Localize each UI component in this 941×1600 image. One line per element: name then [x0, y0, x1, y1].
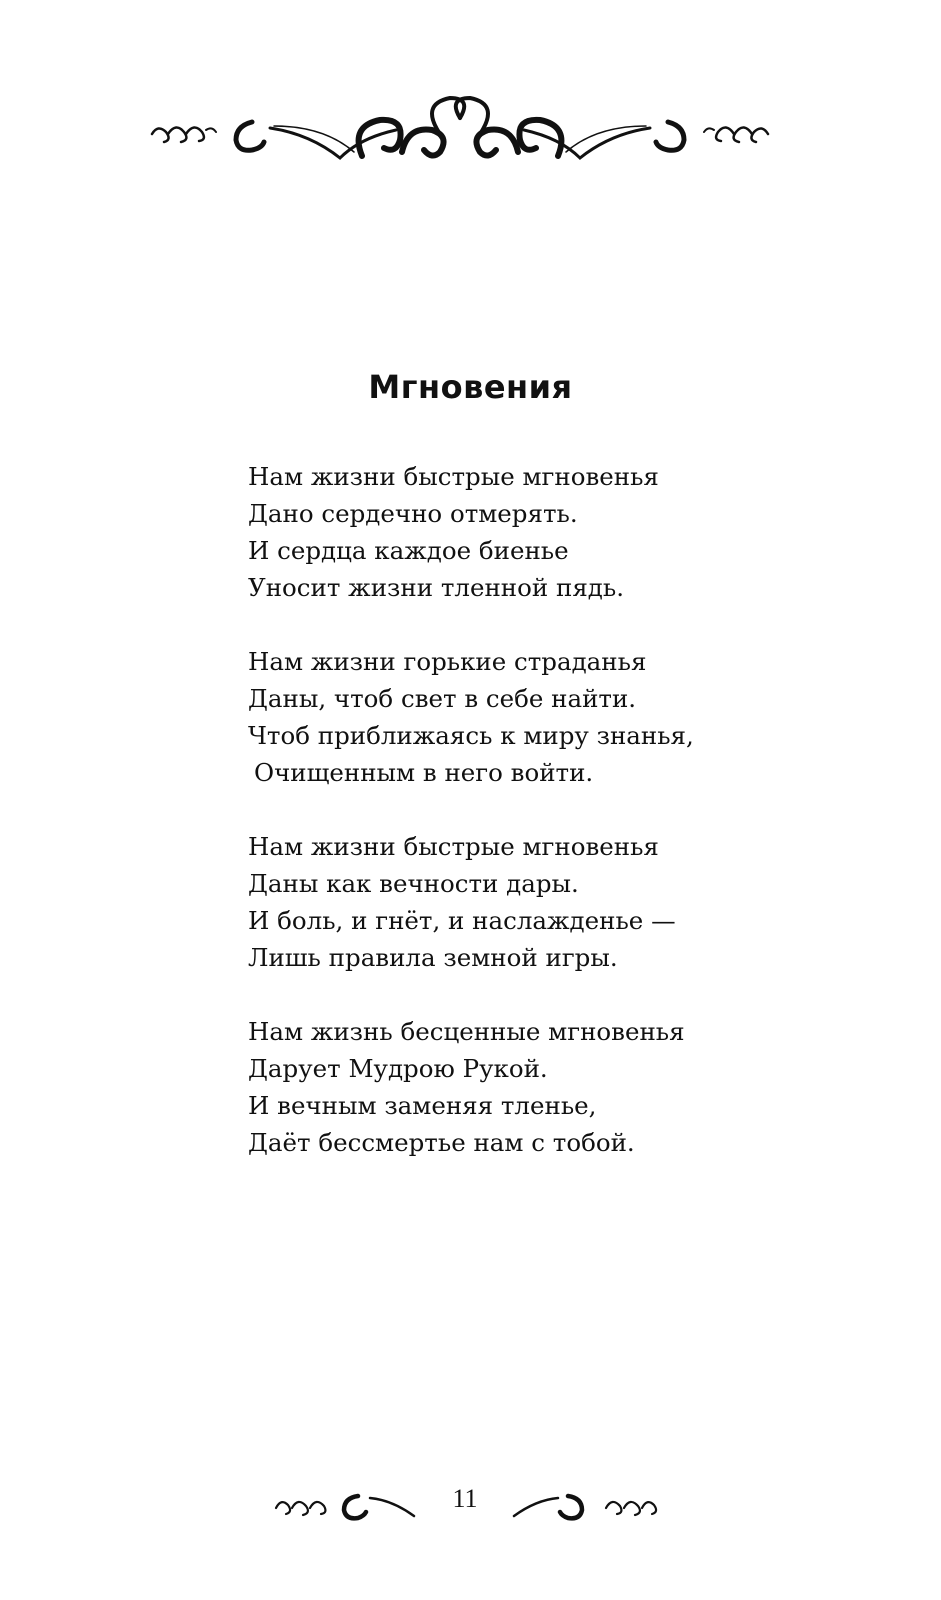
poem-line: Даны как вечности дары.	[248, 869, 579, 898]
page-footer	[0, 1478, 941, 1538]
stanza-2	[248, 643, 694, 791]
poem-line: Нам жизни быстрые мгновенья	[248, 462, 659, 491]
poem-line: И вечным заменяя тленье,	[248, 1091, 597, 1120]
poem-line: Уносит жизни тленной пядь.	[248, 573, 624, 602]
stanza-3	[248, 828, 694, 976]
poem-line: Лишь правила земной игры.	[248, 943, 618, 972]
stanza-1	[248, 458, 694, 606]
swirl-left-icon	[272, 1486, 422, 1522]
poem-line: Нам жизнь бесценные мгновенья	[248, 1017, 685, 1046]
poem-title: Мгновения	[368, 368, 573, 406]
poem-line: Даёт бессмертье нам с тобой.	[248, 1128, 635, 1157]
flourish-divider-icon	[140, 86, 780, 176]
poem-line: Дано сердечно отмерять.	[248, 499, 578, 528]
poem-line: Очищенным в него войти.	[254, 758, 594, 787]
poem-line: И боль, и гнёт, и наслажденье —	[248, 906, 676, 935]
poem-line: Даны, чтоб свет в себе найти.	[248, 684, 637, 713]
poem-line: И сердца каждое биенье	[248, 536, 569, 565]
page-number: 11	[452, 1484, 478, 1513]
swirl-right-icon	[508, 1486, 658, 1522]
poem-line: Нам жизни горькие страданья	[248, 647, 647, 676]
poem-line: Дарует Мудрою Рукой.	[248, 1054, 548, 1083]
poem-body	[248, 458, 694, 1198]
poem-line: Нам жизни быстрые мгновенья	[248, 832, 659, 861]
poem-line: Чтоб приближаясь к миру знанья,	[248, 721, 694, 750]
stanza-4	[248, 1013, 694, 1161]
